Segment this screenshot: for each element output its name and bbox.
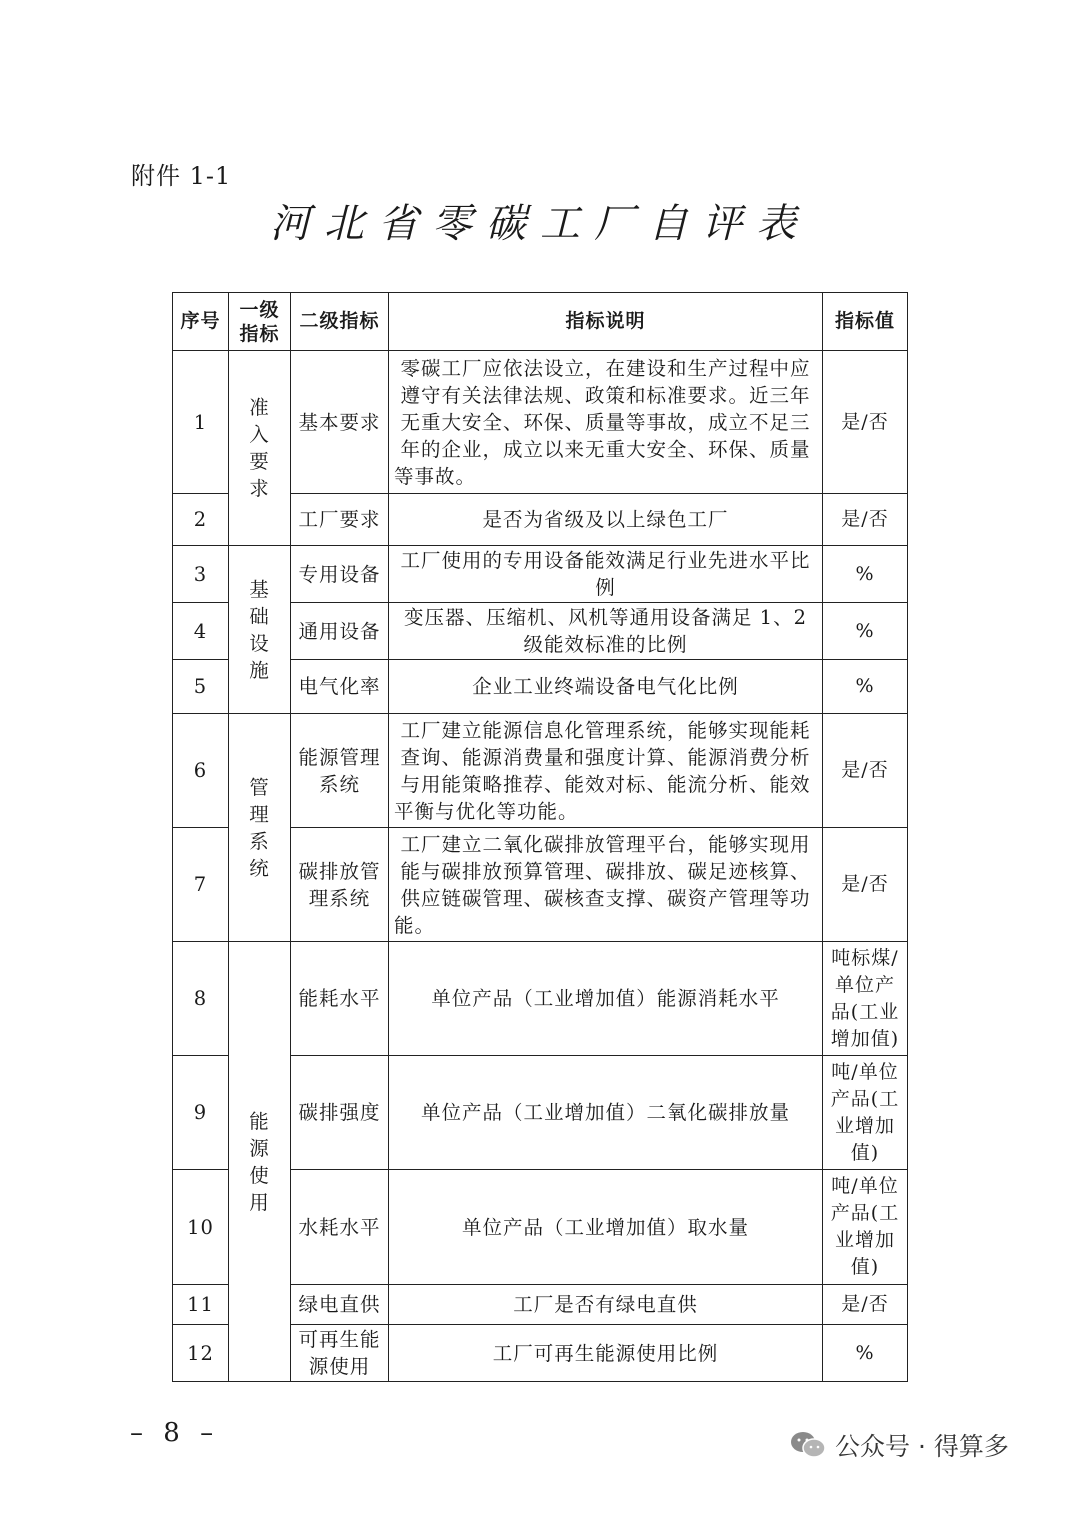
group-cell: 基础设施	[229, 546, 291, 714]
indicator-description: 工厂可再生能源使用比例	[389, 1325, 823, 1382]
row-number: 1	[173, 351, 229, 494]
table-header-row	[173, 293, 908, 351]
page-number: – 8 –	[130, 1418, 220, 1448]
indicator-description: 零碳工厂应依法设立，在建设和生产过程中应遵守有关法律法规、政策和标准要求。近三年无重大安全、环保、质量等事故，成立不足三年的企业，成立以来无重大安全、环保、质量等事故。	[389, 351, 823, 494]
indicator-value: 吨标煤/单位产品(工业增加值)	[823, 942, 908, 1056]
table-row	[173, 942, 908, 1056]
sub-indicator: 专用设备	[291, 546, 389, 603]
row-number: 11	[173, 1285, 229, 1325]
indicator-description: 企业工业终端设备电气化比例	[389, 660, 823, 714]
group-cell: 能源使用	[229, 942, 291, 1382]
header-description: 指标说明	[389, 293, 823, 351]
sub-indicator: 碳排放管理系统	[291, 828, 389, 942]
annex-label: 附件 1-1	[131, 162, 232, 190]
indicator-value: 是/否	[823, 494, 908, 546]
sub-indicator: 能耗水平	[291, 942, 389, 1056]
indicator-value: %	[823, 546, 908, 603]
indicator-value: 是/否	[823, 714, 908, 828]
group-cell: 管理系统	[229, 714, 291, 942]
sub-indicator: 水耗水平	[291, 1170, 389, 1285]
sub-indicator: 可再生能源使用	[291, 1325, 389, 1382]
row-number: 8	[173, 942, 229, 1056]
table-row	[173, 351, 908, 494]
wechat-icon	[789, 1430, 827, 1460]
sub-indicator: 通用设备	[291, 603, 389, 660]
header-value: 指标值	[823, 293, 908, 351]
indicator-value: %	[823, 603, 908, 660]
sub-indicator: 电气化率	[291, 660, 389, 714]
indicator-description: 单位产品（工业增加值）二氧化碳排放量	[389, 1056, 823, 1170]
row-number: 3	[173, 546, 229, 603]
indicator-description: 单位产品（工业增加值）能源消耗水平	[389, 942, 823, 1056]
header-no: 序号	[173, 293, 229, 351]
table-row	[173, 546, 908, 603]
indicator-value: %	[823, 660, 908, 714]
header-level1: 一级 指标	[229, 293, 291, 351]
indicator-value: 吨/单位产品(工业增加值)	[823, 1056, 908, 1170]
table-row	[173, 714, 908, 828]
indicator-value: 吨/单位产品(工业增加值)	[823, 1170, 908, 1285]
indicator-description: 工厂建立能源信息化管理系统，能够实现能耗查询、能源消费量和强度计算、能源消费分析与用能策略推荐、能效对标、能流分析、能效平衡与优化等功能。	[389, 714, 823, 828]
sub-indicator: 碳排强度	[291, 1056, 389, 1170]
indicator-value: %	[823, 1325, 908, 1382]
indicator-description: 是否为省级及以上绿色工厂	[389, 494, 823, 546]
indicator-value: 是/否	[823, 351, 908, 494]
row-number: 10	[173, 1170, 229, 1285]
watermark	[789, 1427, 1009, 1463]
indicator-description: 工厂使用的专用设备能效满足行业先进水平比例	[389, 546, 823, 603]
sub-indicator: 能源管理系统	[291, 714, 389, 828]
row-number: 7	[173, 828, 229, 942]
indicator-description: 工厂是否有绿电直供	[389, 1285, 823, 1325]
page-title: 河北省零碳工厂自评表	[270, 201, 810, 247]
row-number: 4	[173, 603, 229, 660]
header-level2: 二级指标	[291, 293, 389, 351]
watermark-text: 公众号 · 得算多	[835, 1432, 1009, 1461]
indicator-value: 是/否	[823, 1285, 908, 1325]
sub-indicator: 绿电直供	[291, 1285, 389, 1325]
row-number: 6	[173, 714, 229, 828]
row-number: 9	[173, 1056, 229, 1170]
sub-indicator: 工厂要求	[291, 494, 389, 546]
self-assessment-table	[172, 292, 908, 1382]
indicator-value: 是/否	[823, 828, 908, 942]
indicator-description: 工厂建立二氧化碳排放管理平台，能够实现用能与碳排放预算管理、碳排放、碳足迹核算、供应链碳管理、碳核查支撑、碳资产管理等功能。	[389, 828, 823, 942]
indicator-description: 单位产品（工业增加值）取水量	[389, 1170, 823, 1285]
row-number: 2	[173, 494, 229, 546]
indicator-description: 变压器、压缩机、风机等通用设备满足 1、2 级能效标准的比例	[389, 603, 823, 660]
row-number: 12	[173, 1325, 229, 1382]
sub-indicator: 基本要求	[291, 351, 389, 494]
group-cell: 准入要求	[229, 351, 291, 546]
row-number: 5	[173, 660, 229, 714]
